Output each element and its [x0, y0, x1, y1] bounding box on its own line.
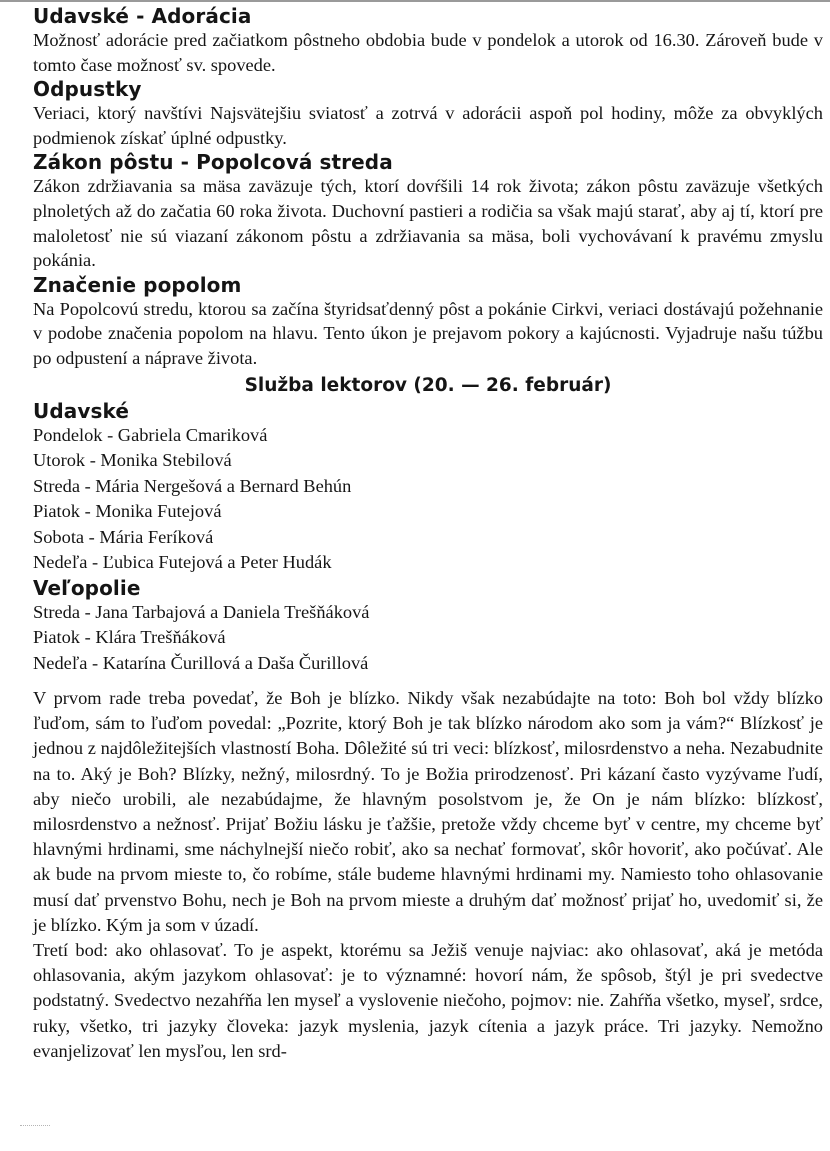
list-item: Streda - Jana Tarbajová a Daniela Trešňáková [33, 601, 370, 622]
article-paragraph-2: Tretí bod: ako ohlasovať. To je aspekt, ktorému sa Ježiš venuje najviac: ako ohlasovať, aká je metóda ohlasovania, akým jazykom ohlasovať: je to významné: hovorí nám, že spôsob, štýl je pri svedectve podstatný. Svedectvo nezahŕňa len myseľ a vyslovenie niečoho, pojmov: nie. Zahŕňa všetko, myseľ, srdce, ruky, všetko, tri jazyky človeka: jazyk myslenia, jazyk cítenia a jazyk práce. Tri jazyky. Nemožno evanjelizovať len mysľou, len srd- [33, 940, 823, 1061]
section-title-odpustky: Odpustky [33, 77, 142, 102]
section-text-zakon-postu: Zákon zdržiavania sa mäsa zaväzuje tých, ktorí dovŕšili 14 rok života; zákon pôstu zaväzuje všetkých plnoletých až do začatia 60 roka života. Duchovní pastieri a rodičia sa však majú starať, aby aj tí, ktorí pre maloletosť nie sú viazaní zákonom pôstu a zdržiavania sa mäsa, boli vychovávaní k pravému zmyslu pokánia. [33, 176, 823, 271]
lectors-velopolie-list [33, 600, 823, 677]
scan-artifact [20, 1125, 50, 1127]
lectors-title: Služba lektorov (20. — 26. február) [244, 374, 612, 396]
list-item: Piatok - Klára Trešňáková [33, 627, 226, 648]
list-item: Nedeľa - Katarína Čurillová a Daša Čurillová [33, 652, 369, 673]
list-item: Streda - Mária Nergešová a Bernard Behún [33, 475, 352, 496]
section-title-adoracia: Udavské - Adorácia [33, 4, 252, 28]
section-text-adoracia: Možnosť adorácie pred začiatkom pôstneho obdobia bude v pondelok a utorok od 16.30. Zároveň bude v tomto čase možnosť sv. spovede. [33, 30, 823, 75]
list-item: Nedeľa - Ľubica Futejová a Peter Hudák [33, 552, 332, 573]
lectors-udavske-title: Udavské [33, 398, 130, 423]
list-item: Utorok - Monika Stebilová [33, 450, 232, 471]
lectors-udavske-list [33, 423, 823, 576]
section-text-znacenie-popolom: Na Popolcovú stredu, ktorou sa začína štyridsaťdenný pôst a pokánie Cirkvi, veriaci dostávajú požehnanie v podobe značenia popolom na hlavu. Tento úkon je prejavom pokory a kajúcnosti. Vyjadruje našu túžbu po odpustení a náprave života. [33, 298, 823, 368]
article [33, 686, 823, 1064]
section-title-zakon-postu: Zákon pôstu - Popolcová streda [33, 150, 393, 175]
list-item: Piatok - Monika Futejová [33, 501, 222, 522]
article-paragraph-1: V prvom rade treba povedať, že Boh je blízko. Nikdy však nezabúdajte na toto: Boh bol vždy blízko ľuďom, sám to ľuďom povedal: „Pozrite, ktorý Boh je tak blízko národom ako som ja vám?“ Blízkosť je jednou z najdôležitejších vlastností Boha. Dôležité sú tri veci: blízkosť, milosrdenstvo a neha. Nezabudnite na to. Aký je Boh? Blízky, nežný, milosrdný. To je Božia prirodzenosť. Pri kázaní často vyzývame ľudí, aby niečo urobili, ale nezabúdajme, že hlavným posolstvom je, že On je nám blízko: blízkosť, milosrdenstvo a nežnosť. Prijať Božiu lásku je ťažšie, pretože vždy chceme byť v centre, my chceme byť hlavnými hrdinami, sme náchylnejší niečo robiť, ako sa nechať formovať, skôr hovoriť, ako počúvať. Ale ak bude na prvom mieste to, čo robíme, stále budeme hlavnými hrdinami my. Namiesto toho ohlasovanie musí dať prvenstvo Bohu, nech je Boh na prvom mieste a druhým dať možnosť prijať ho, uvedomiť si, že je blízko. Kým ja som v úzadí. [33, 688, 823, 935]
section-text-odpustky: Veriaci, ktorý navštívi Najsvätejšiu sviatosť a zotrvá v adorácii aspoň pol hodiny, môže za obvyklých podmienok získať úplné odpustky. [33, 103, 823, 148]
top-rule [0, 0, 830, 2]
bulletin-content [33, 4, 823, 1064]
section-title-znacenie-popolom: Značenie popolom [33, 272, 242, 297]
lectors-velopolie-title: Veľopolie [33, 575, 141, 600]
list-item: Pondelok - Gabriela Cmariková [33, 424, 268, 445]
list-item: Sobota - Mária Feríková [33, 526, 214, 547]
